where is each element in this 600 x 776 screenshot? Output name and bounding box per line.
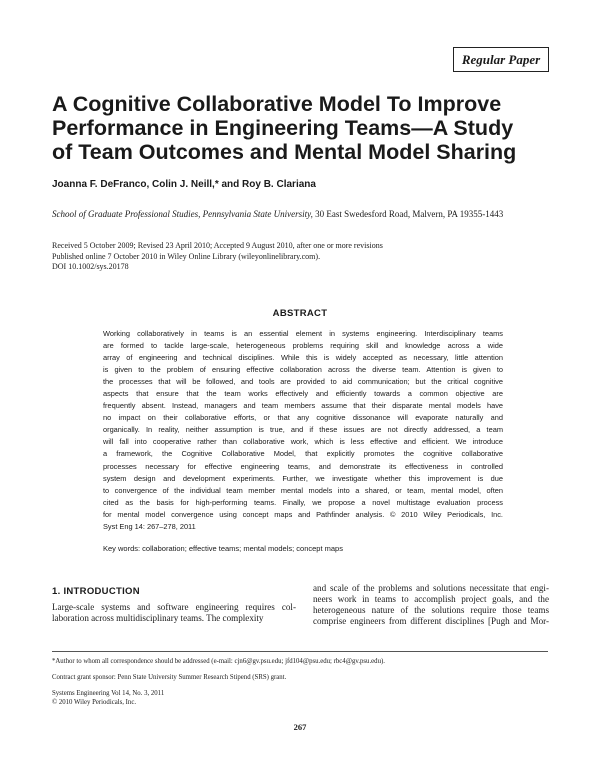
abstract-line: frequently absent. Instead, managers and team members assume that their disparate mental models have <box>103 401 503 411</box>
intro-right-column <box>313 583 549 627</box>
abstract-line: organically. In reality, neither assumption is true, and if these issues are not directly addressed, a team <box>103 425 503 435</box>
body-line: neers work in teams to accomplish project goals, and the <box>313 593 549 604</box>
abstract-line: to convergence of the individual team member mental models into a shared, or team, mental model, often <box>103 485 503 495</box>
keywords: Key words: collaboration; effective teams; mental models; concept maps <box>103 544 343 553</box>
abstract-line: array of engineering and technical disciplines. While this is widely accepted as necessary, little attention <box>103 353 503 363</box>
affiliation-institution: School of Graduate Professional Studies, Pennsylvania State University, <box>52 209 313 219</box>
title-line: A Cognitive Collaborative Model To Improve <box>52 92 502 116</box>
abstract-line: Syst Eng 14: 267–278, 2011 <box>103 521 196 531</box>
abstract-line: are formed to tackle large-scale, heterogeneous problems requiring skill and knowledge across a wide <box>103 341 503 351</box>
title-line: Performance in Engineering Teams—A Study <box>52 116 514 140</box>
body-line: laboration across multidisciplinary teams. The complexity <box>52 612 264 623</box>
published-online: Published online 7 October 2010 in Wiley Online Library (wileyonlinelibrary.com). <box>52 251 321 261</box>
body-line: comprise engineers from different disciplines [Pugh and Mor- <box>313 615 549 626</box>
title-line: of Team Outcomes and Mental Model Sharing <box>52 140 517 164</box>
abstract-line: is given to the problem of ensuring effective collaboration across the diverse team. Attention is given to <box>103 365 503 375</box>
affiliation <box>52 209 503 219</box>
abstract-line: Working collaboratively in teams is an essential element in systems engineering. Interdisciplinary teams <box>103 329 503 338</box>
abstract-heading: ABSTRACT <box>272 308 328 319</box>
abstract-line: cited as the basis for high-performing teams. Finally, we propose a novel multistage evaluation process <box>103 497 503 507</box>
abstract-line: for mental model convergence using concept maps and Pathfinder analysis. © 2010 Wiley Periodicals, Inc. <box>103 509 503 519</box>
abstract-line: the processes that will be followed, and tools are provided to aid communication; but the critical cognitive <box>103 377 503 387</box>
section-heading-introduction: 1. INTRODUCTION <box>52 586 140 597</box>
paper-title <box>52 92 552 164</box>
body-line: and scale of the problems and solutions necessitate that engi- <box>313 583 549 593</box>
journal-citation: Systems Engineering Vol 14, No. 3, 2011 <box>52 690 165 697</box>
abstract-line: a framework, the Cognitive Collaborative Model, that explicitly promotes the cognitive collaborative <box>103 449 503 459</box>
page-number: 267 <box>293 722 307 732</box>
abstract-body <box>103 328 503 533</box>
author-list: Joanna F. DeFranco, Colin J. Neill,* and Roy B. Clariana <box>52 179 316 190</box>
grant-footnote: Contract grant sponsor: Penn State University Summer Research Stipend (SRS) grant. <box>52 674 287 681</box>
abstract-line: processes necessary for effective engineering teams, and demonstrate its effectiveness in controlled <box>103 461 503 471</box>
article-type-badge: Regular Paper <box>453 47 549 72</box>
doi: DOI 10.1002/sys.20178 <box>52 262 129 271</box>
publication-history <box>52 241 383 273</box>
affiliation-address: 30 East Swedesford Road, Malvern, PA 19355-1443 <box>312 209 504 219</box>
abstract-line: no impact on their collaborative efforts, or that any cognitive dissonance will evaporate naturally and <box>103 413 503 423</box>
correspondence-footnote: *Author to whom all correspondence should be addressed (e-mail: cjn6@gv.psu.edu; jfd104@psu.edu; rbc4@gv.psu.edu). <box>52 658 385 665</box>
abstract-line: system design and development experiments. Further, we investigate whether this improvement is due <box>103 473 503 483</box>
abstract-line: aspects that ensure that the team works effectively and efficiently towards a common objective are <box>103 389 503 399</box>
body-line: Large-scale systems and software engineering requires col- <box>52 602 296 612</box>
received-dates: Received 5 October 2009; Revised 23 April 2010; Accepted 9 August 2010, after one or more revisions <box>52 241 383 250</box>
abstract-line: will fall into cooperative rather than collaborative work, which is less effective and efficient. We introduce <box>103 437 503 447</box>
footnote-divider <box>52 651 548 652</box>
intro-left-column <box>52 602 296 624</box>
copyright-notice: © 2010 Wiley Periodicals, Inc. <box>52 699 137 706</box>
body-line: heterogeneous nature of the solutions require those teams <box>313 604 549 615</box>
